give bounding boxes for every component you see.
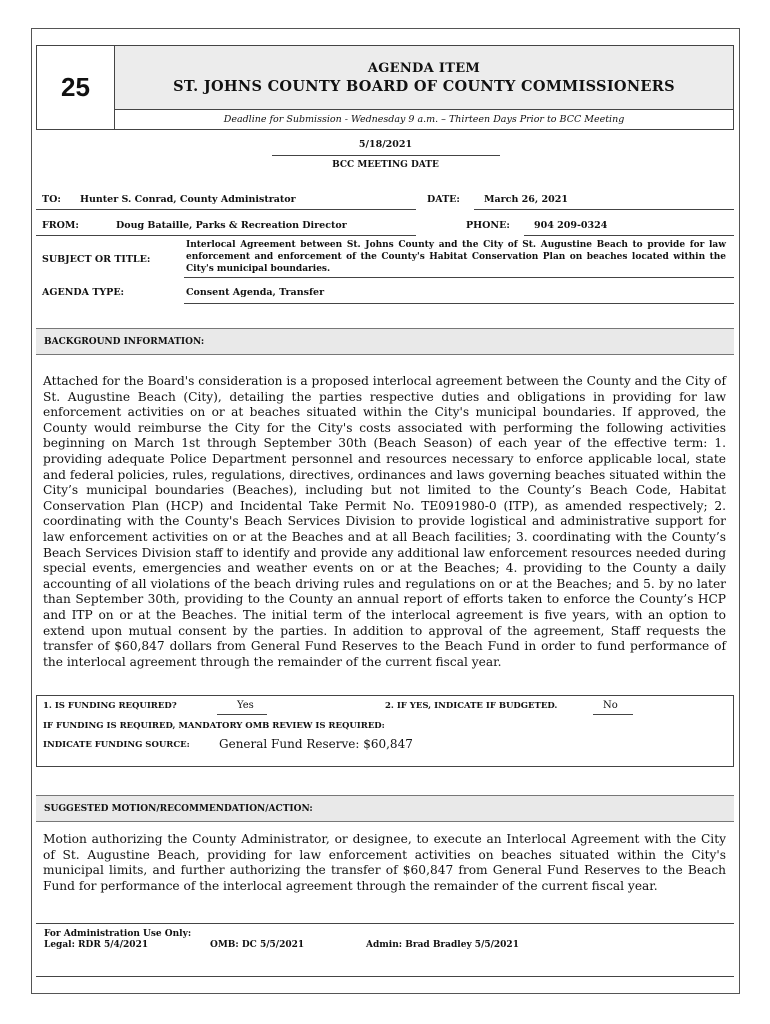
funding-answer-1-underline	[217, 714, 267, 715]
omb-review-label: IF FUNDING IS REQUIRED, MANDATORY OMB REVIEW IS REQUIRED:	[43, 721, 385, 731]
date-value: March 26, 2021	[484, 194, 568, 205]
subject-underline	[184, 277, 734, 278]
title-block	[115, 46, 733, 110]
funding-question-1-answer: Yes	[237, 700, 254, 711]
from-underline	[36, 235, 416, 236]
phone-value: 904 209-0324	[534, 220, 608, 231]
admin-use-heading: For Administration Use Only:	[44, 929, 192, 939]
funding-answer-2-underline	[593, 714, 633, 715]
meeting-date-rule	[272, 155, 500, 156]
title-box	[115, 46, 733, 129]
date-label: DATE:	[427, 194, 460, 205]
agenda-form	[31, 28, 740, 994]
agenda-type-label: AGENDA TYPE:	[42, 287, 125, 298]
admin-use-box	[36, 923, 734, 977]
from-label: FROM:	[42, 220, 79, 231]
subject-value: Interlocal Agreement between St. Johns County and the City of St. Augustine Beach to provide for law enforcement and enforcement of the County's Habitat Conservation Plan on beaches located within the City's municipal boundaries.	[186, 240, 726, 275]
to-label: TO:	[42, 194, 61, 205]
legal-signoff: Legal: RDR 5/4/2021	[44, 940, 149, 950]
admin-signoff-row	[44, 940, 726, 954]
agenda-item-number: 25	[61, 72, 90, 102]
background-text: Attached for the Board's consideration is a proposed interlocal agreement between the County and the City of St. Augustine Beach (City), detailing the parties respective duties and obligations in providing for law enforcement activities on or at beaches situated within the City's municipal boundaries. If approved, the County would reimburse the City for the City's costs associated with performing the following activities beginning on March 1st through September 30th (Beach Season) of each year of the effective term: 1. providing adequate Police Department personnel and resources necessary to enforce applicable local, state and federal policies, rules, regulations, directives, ordinances and laws governing beaches situated within the City’s municipal boundaries (Beaches), including but not limited to the County’s Beach Code, Habitat Conservation Plan (HCP) and Incidental Take Permit No. TE091980-0 (ITP), as amended respectively; 2. coordinating with the County's Beach Services Division to provide logistical and administrative support for law enforcement activities on or at the Beaches and at all Beach facilities; 3. coordinating with the County’s Beach Services Division staff to identify and provide any additional law enforcement resources needed during special events, emergencies and weather events on or at the Beaches; 4. providing to the County a daily accounting of all violations of the beach driving rules and regulations on or at the Beaches; and 5. by no later than September 30th, providing to the County an annual report of efforts taken to enforce the County’s HCP and ITP on or at the Beaches. The initial term of the interlocal agreement is five years, with an option to extend upon mutual consent by the parties. In addition to approval of the agreement, Staff requests the transfer of $60,847 dollars from General Fund Reserves to the Beach Fund in order to fund performance of the interlocal agreement through the remainder of the current fiscal year.	[43, 374, 726, 669]
admin-signoff: Admin: Brad Bradley 5/5/2021	[366, 940, 519, 950]
from-value: Doug Bataille, Parks & Recreation Director	[116, 220, 347, 231]
title-line-2: ST. JOHNS COUNTY BOARD OF COUNTY COMMISSIONERS	[173, 77, 675, 95]
background-heading: BACKGROUND INFORMATION:	[36, 328, 734, 355]
funding-question-2-answer: No	[603, 700, 618, 711]
meeting-date-label: BCC MEETING DATE	[332, 160, 439, 170]
meeting-date-block	[32, 139, 739, 170]
to-underline	[36, 209, 416, 210]
date-underline	[474, 209, 734, 210]
meeting-date: 5/18/2021	[358, 139, 413, 150]
subject-label: SUBJECT OR TITLE:	[42, 254, 151, 265]
funding-source-label: INDICATE FUNDING SOURCE:	[43, 740, 190, 750]
funding-source-value: General Fund Reserve: $60,847	[219, 737, 413, 751]
omb-signoff: OMB: DC 5/5/2021	[210, 940, 305, 950]
deadline-note: Deadline for Submission - Wednesday 9 a.m. – Thirteen Days Prior to BCC Meeting	[223, 114, 625, 125]
phone-underline	[524, 235, 734, 236]
agenda-header	[36, 45, 734, 130]
funding-question-1: 1. IS FUNDING REQUIRED?	[43, 701, 177, 711]
funding-question-2: 2. IF YES, INDICATE IF BUDGETED.	[385, 701, 558, 711]
agenda-type-value: Consent Agenda, Transfer	[186, 287, 325, 298]
funding-box	[36, 695, 734, 767]
title-line-1: AGENDA ITEM	[367, 60, 481, 76]
to-value: Hunter S. Conrad, County Administrator	[80, 194, 296, 205]
agenda-type-underline	[184, 303, 734, 304]
phone-label: PHONE:	[466, 220, 510, 231]
motion-text: Motion authorizing the County Administrator, or designee, to execute an Interlocal Agreement with the City of St. Augustine Beach, providing for law enforcement activities on beaches situated within the City's municipal limits, and further authorizing the transfer of $60,847 from General Fund Reserves to the Beach Fund for performance of the interlocal agreement through the remainder of the current fiscal year.	[43, 832, 726, 893]
motion-heading: SUGGESTED MOTION/RECOMMENDATION/ACTION:	[36, 795, 734, 822]
agenda-item-number-box	[37, 46, 115, 129]
